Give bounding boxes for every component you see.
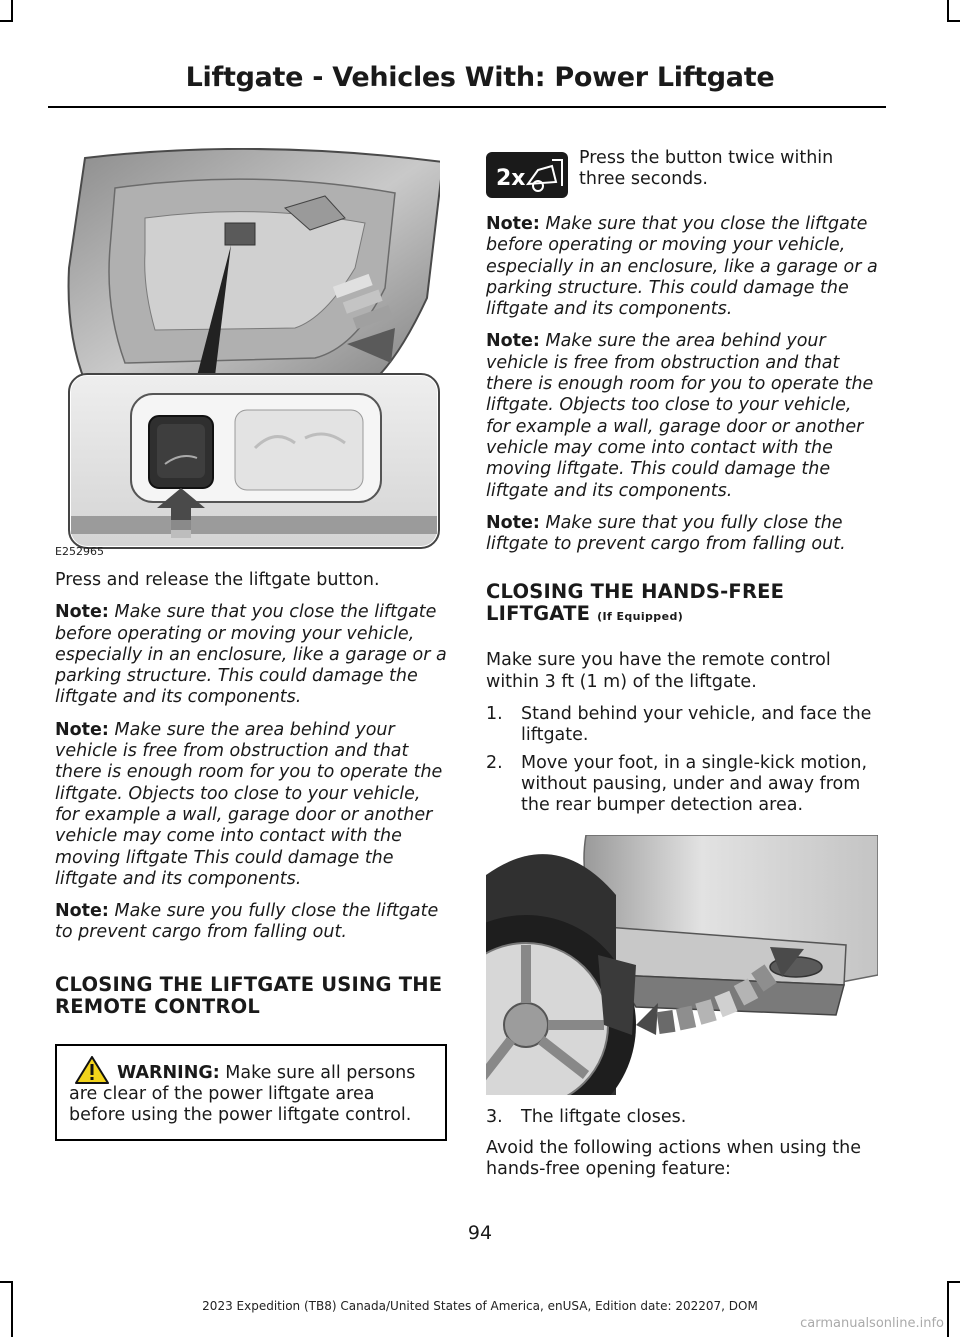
right-column xyxy=(486,148,880,1191)
warning-box xyxy=(55,1044,447,1141)
note-text: Make sure the area behind your vehicle is free from obstruction and that there is enough room for you to operate the liftgate. Objects too close to your vehicle, for example a wall, garage door or another vehicle may come into contact with the moving liftgate. This could damage the liftgate and its components. xyxy=(486,331,874,501)
note-text: Make sure the area behind your vehicle is free from obstruction and that there is enough room for you to operate the liftgate. Objects too close to your vehicle, for example a wall, garage door or another vehicle may come into contact with the moving liftgate This could damage the liftgate and its components. xyxy=(55,719,443,889)
rear-bumper-figure xyxy=(486,835,878,1095)
steps-list xyxy=(486,704,880,816)
header-rule xyxy=(48,106,886,108)
crop-mark-top-left-h xyxy=(0,20,13,22)
note-text: Make sure you fully close the liftgate to prevent cargo from falling out. xyxy=(55,901,439,943)
intro-text: Press and release the liftgate button. xyxy=(55,570,380,590)
steps-list-continued xyxy=(486,1107,880,1128)
list-item xyxy=(486,704,880,747)
left-column xyxy=(55,148,447,1141)
remote-instruction-text: Press the button twice within three seconds. xyxy=(579,148,834,190)
liftgate-interior-figure xyxy=(55,148,440,550)
step-text: The liftgate closes. xyxy=(521,1106,687,1127)
note-text: Make sure that you close the liftgate before operating or moving your vehicle, especially in an enclosure, like a garage or a parking structure. This could damage the liftgate and its components. xyxy=(486,214,878,320)
note-2 xyxy=(55,720,447,890)
crop-mark-top-right-h xyxy=(947,20,960,22)
note-label: Note: xyxy=(486,214,540,234)
note-1 xyxy=(486,214,880,320)
section-heading-remote-close: CLOSING THE LIFTGATE USING THE REMOTE CONTROL xyxy=(55,972,443,1018)
watermark: carmanualsonline.info xyxy=(800,1316,944,1331)
figure-code: E252965 xyxy=(55,545,104,558)
footer-edition-text: 2023 Expedition (TB8) Canada/United States of America, enUSA, Edition date: 202207, DOM xyxy=(202,1299,758,1313)
remote-liftgate-icon xyxy=(486,152,568,198)
kick-sensor-illustration xyxy=(486,835,878,1095)
remote-icon-label: 2x xyxy=(496,166,526,191)
liftgate-button-illustration xyxy=(55,148,440,550)
note-label: Note: xyxy=(55,719,109,740)
list-item xyxy=(486,753,880,817)
remote-instruction-row xyxy=(486,148,880,204)
step-text: Move your foot, in a single-kick motion, without pausing, under and away from the rear bumper detection area. xyxy=(521,752,868,816)
note-label: Note: xyxy=(55,602,109,623)
note-label: Note: xyxy=(486,331,540,352)
step-text: Stand behind your vehicle, and face the liftgate. xyxy=(521,704,872,746)
closing-text: Avoid the following actions when using the hands-free opening feature: xyxy=(486,1137,861,1180)
note-3 xyxy=(486,513,880,556)
warning-text: Make sure all persons are clear of the power liftgate area before using the power liftgate control. xyxy=(69,1062,416,1126)
note-1 xyxy=(55,602,447,708)
intro-text: Make sure you have the remote control within 3 ft (1 m) of the liftgate. xyxy=(486,650,831,692)
note-label: Note: xyxy=(55,901,109,922)
step-number: 3. xyxy=(486,1106,503,1127)
note-label: Note: xyxy=(486,512,540,533)
page-header-title: Liftgate - Vehicles With: Power Liftgate xyxy=(185,62,775,93)
note-text: Make sure that you fully close the liftgate to prevent cargo from falling out. xyxy=(486,512,846,555)
page-number: 94 xyxy=(467,1222,493,1244)
crop-mark-top-left xyxy=(11,0,13,22)
section-heading-text: CLOSING THE HANDS-FREE LIFTGATE xyxy=(486,580,785,626)
section-heading-hands-free xyxy=(486,581,880,628)
note-2 xyxy=(486,331,880,501)
crop-mark-bottom-left-h xyxy=(0,1281,13,1283)
step-number: 2. xyxy=(486,752,503,773)
step-number: 1. xyxy=(486,704,503,725)
crop-mark-bottom-right-h xyxy=(947,1281,960,1283)
warning-label: WARNING: xyxy=(117,1062,220,1083)
section-heading-suffix: (If Equipped) xyxy=(597,610,684,624)
note-text: Make sure that you close the liftgate before operating or moving your vehicle, especially in an enclosure, like a garage or a parking structure. This could damage the liftgate and its components. xyxy=(55,602,447,708)
note-3 xyxy=(55,901,447,944)
list-item xyxy=(486,1107,880,1128)
crop-mark-top-right xyxy=(947,0,949,22)
warning-triangle-icon xyxy=(75,1056,109,1084)
